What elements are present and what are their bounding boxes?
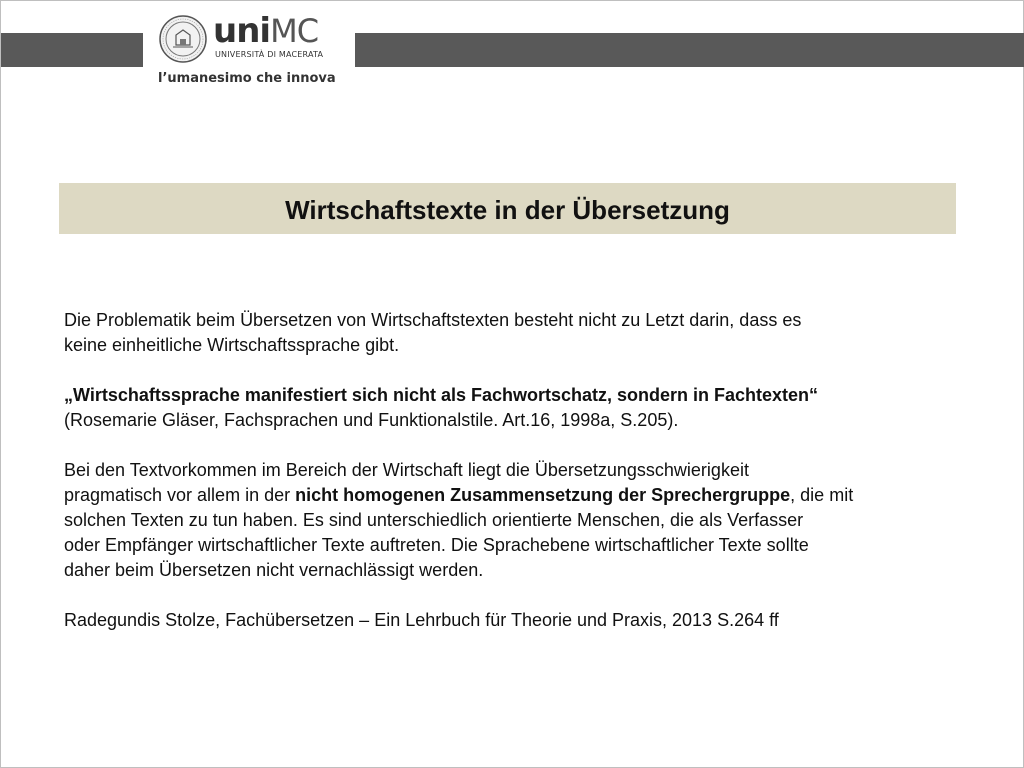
brand-bold: uni xyxy=(213,11,271,51)
quote-source: (Rosemarie Gläser, Fachsprachen und Funktionalstile. Art.16, 1998a, S.205). xyxy=(64,410,679,430)
analysis-line-1: Bei den Textvorkommen im Bereich der Wirtschaft liegt die Übersetzungsschwierigkeit xyxy=(64,460,749,480)
brand-motto: l’umanesimo che innova xyxy=(158,71,336,86)
analysis-line-3: solchen Texten zu tun haben. Es sind unterschiedlich orientierte Menschen, die als Verfasser xyxy=(64,510,804,530)
quote-text: „Wirtschaftssprache manifestiert sich nicht als Fachwortschatz, sondern in Fachtexten“ xyxy=(64,385,819,405)
university-logo xyxy=(151,11,351,91)
header-band-left xyxy=(1,33,143,67)
university-seal-icon xyxy=(159,15,207,63)
paragraph-intro xyxy=(64,308,964,358)
analysis-line-5: daher beim Übersetzen nicht vernachlässigt werden. xyxy=(64,560,484,580)
brand-wordmark xyxy=(213,11,319,51)
citation: Radegundis Stolze, Fachübersetzen – Ein Lehrbuch für Theorie und Praxis, 2013 S.264 ff xyxy=(64,610,779,630)
intro-line-2: keine einheitliche Wirtschaftssprache gibt. xyxy=(64,335,400,355)
slide-title: Wirtschaftstexte in der Übersetzung xyxy=(285,195,730,225)
paragraph-quote xyxy=(64,383,964,433)
slide-body xyxy=(64,308,964,633)
brand-subtitle: UNIVERSITÀ DI MACERATA xyxy=(215,50,324,59)
header-band-right xyxy=(355,33,1024,67)
analysis-line-2-start: pragmatisch vor allem in der xyxy=(64,485,296,505)
paragraph-analysis xyxy=(64,458,964,583)
analysis-emphasis: nicht homogenen Zusammensetzung der Sprechergruppe xyxy=(295,485,791,505)
intro-line-1: Die Problematik beim Übersetzen von Wirtschaftstexten besteht nicht zu Letzt darin, dass es xyxy=(64,310,802,330)
paragraph-citation xyxy=(64,608,964,633)
brand-light: MC xyxy=(270,12,319,50)
title-bar xyxy=(59,183,956,234)
analysis-line-2-end: , die mit xyxy=(790,485,854,505)
analysis-line-4: oder Empfänger wirtschaftlicher Texte auftreten. Die Sprachebene wirtschaftlicher Texte sollte xyxy=(64,535,809,555)
